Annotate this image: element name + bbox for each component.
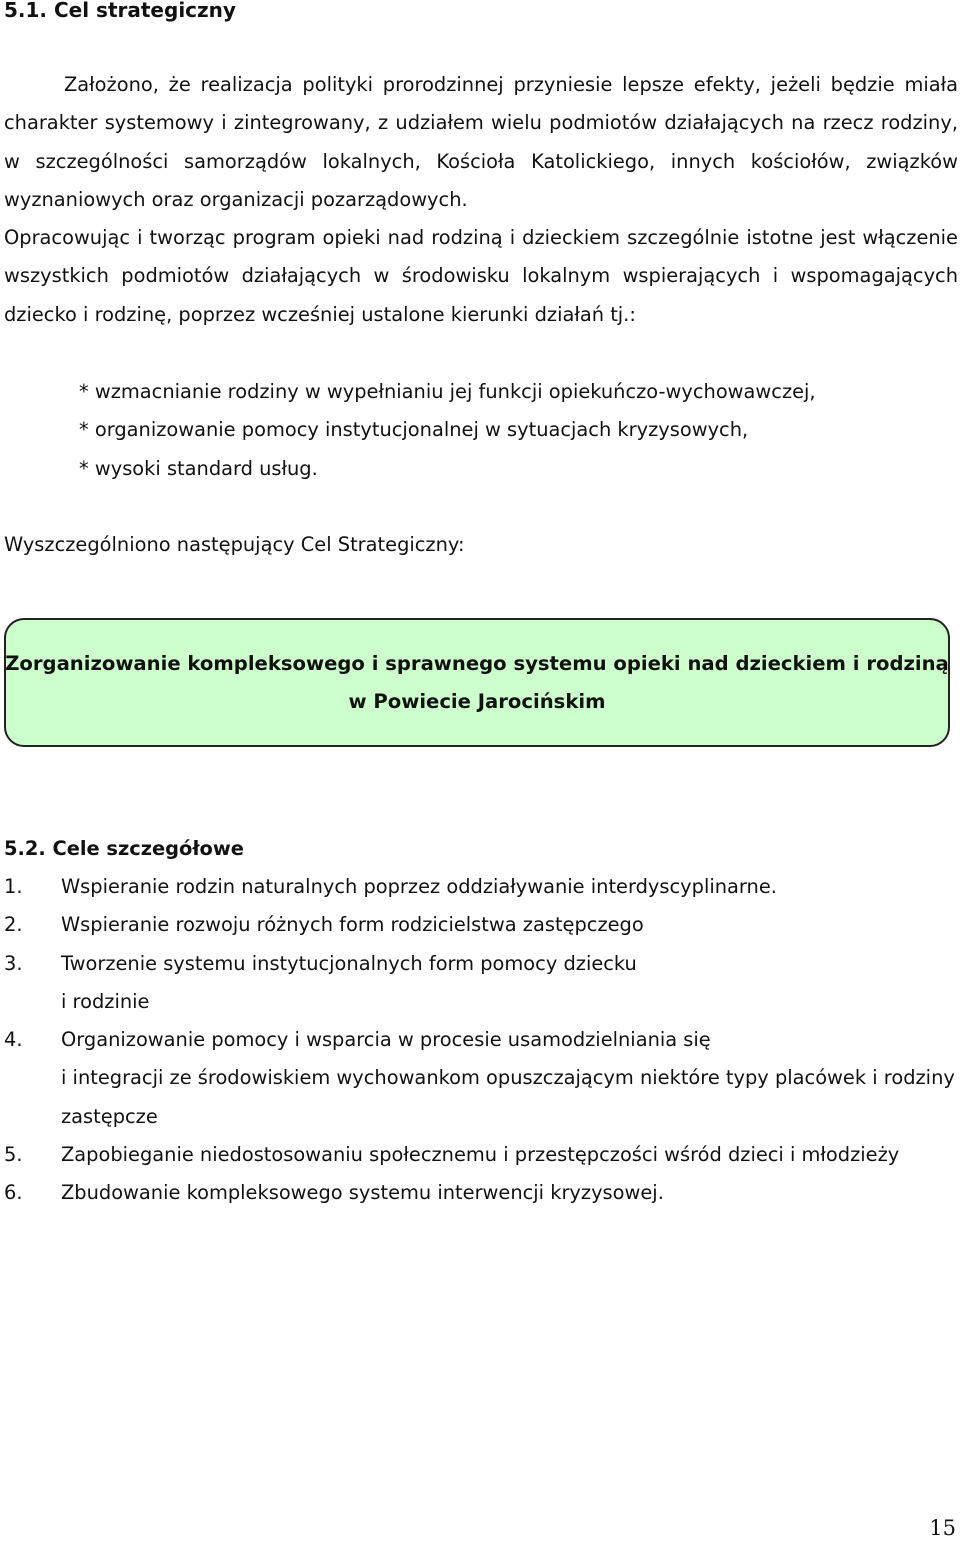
list-item-line: Organizowanie pomocy i wsparcia w procesie usamodzielniania się [61, 1028, 711, 1052]
action-directions-list [79, 373, 939, 488]
list-item [4, 1174, 944, 1212]
list-item-number: 3. [4, 951, 23, 975]
list-item [4, 1136, 944, 1174]
strategic-goal-intro: Wyszczególniono następujący Cel Strategiczny: [4, 533, 465, 556]
program-paragraph: Opracowując i tworząc program opieki nad rodziną i dzieckiem szczególnie istotne jest włączenie wszystkich podmiotów działających w środowisku lokalnym wspierających i wspomagających dziecko i rodzinę, poprzez wcześniej ustalone kierunki działań tj.: [4, 226, 958, 326]
list-item-line: Tworzenie systemu instytucjonalnych form pomocy dziecku [61, 951, 637, 975]
list-item-text [61, 1021, 955, 1136]
list-item-line: i rodzinie [61, 989, 150, 1013]
list-item: * organizowanie pomocy instytucjonalnej w sytuacjach kryzysowych, [79, 418, 749, 442]
list-item-line: zastępcze [61, 1104, 158, 1128]
list-item-line: i integracji ze środowiskiem wychowankom opuszczającym niektóre typy placówek i rodziny [61, 1066, 955, 1090]
list-item-number: 5. [4, 1143, 23, 1167]
strategic-goal-line: w Powiecie Jarocińskim [348, 689, 606, 713]
list-item-line: Zbudowanie kompleksowego systemu interwencji kryzysowej. [61, 1181, 664, 1205]
list-item-text [61, 868, 944, 906]
list-item-number: 6. [4, 1181, 23, 1205]
list-item [4, 868, 944, 906]
subsection-heading: 5.2. Cele szczegółowe [4, 837, 244, 860]
list-item-number: 1. [4, 875, 23, 898]
detailed-goals-list [4, 868, 955, 1213]
list-item-number: 4. [4, 1028, 23, 1052]
strategic-goal-line: Zorganizowanie kompleksowego i sprawnego systemu opieki nad dzieckiem i rodziną [5, 651, 949, 675]
list-item: * wzmacnianie rodziny w wypełnianiu jej funkcji opiekuńczo-wychowawczej, [79, 380, 816, 403]
strategic-goal-box [4, 618, 950, 747]
list-item [4, 945, 944, 1022]
list-item [4, 906, 944, 944]
list-item-line: Wspieranie rozwoju różnych form rodzicielstwa zastępczego [61, 913, 644, 937]
list-item-line: Zapobieganie niedostosowaniu społecznemu i przestępczości wśród dzieci i młodzieży [61, 1143, 900, 1167]
list-item-text [61, 945, 944, 1022]
intro-paragraph [4, 66, 958, 219]
list-item [4, 1021, 955, 1136]
section-heading: 5.1. Cel strategiczny [4, 0, 236, 22]
list-item-text [61, 906, 944, 944]
intro-paragraph-text: Założono, że realizacja polityki prorodzinnej przyniesie lepsze efekty, jeżeli będzie miała charakter systemowy i zintegrowany, z udziałem wielu podmiotów działających na rzecz rodziny, w szczególności samorządów lokalnych, Kościoła Katolickiego, innych kościołów, związków wyznaniowych oraz organizacji pozarządowych. [4, 73, 958, 211]
list-item-number: 2. [4, 913, 23, 937]
list-item: * wysoki standard usług. [79, 456, 318, 480]
page-number: 15 [929, 1516, 956, 1540]
list-item-text [61, 1136, 944, 1174]
list-item-line: Wspieranie rodzin naturalnych poprzez oddziaływanie interdyscyplinarne. [61, 875, 777, 898]
list-item-text [61, 1174, 944, 1212]
